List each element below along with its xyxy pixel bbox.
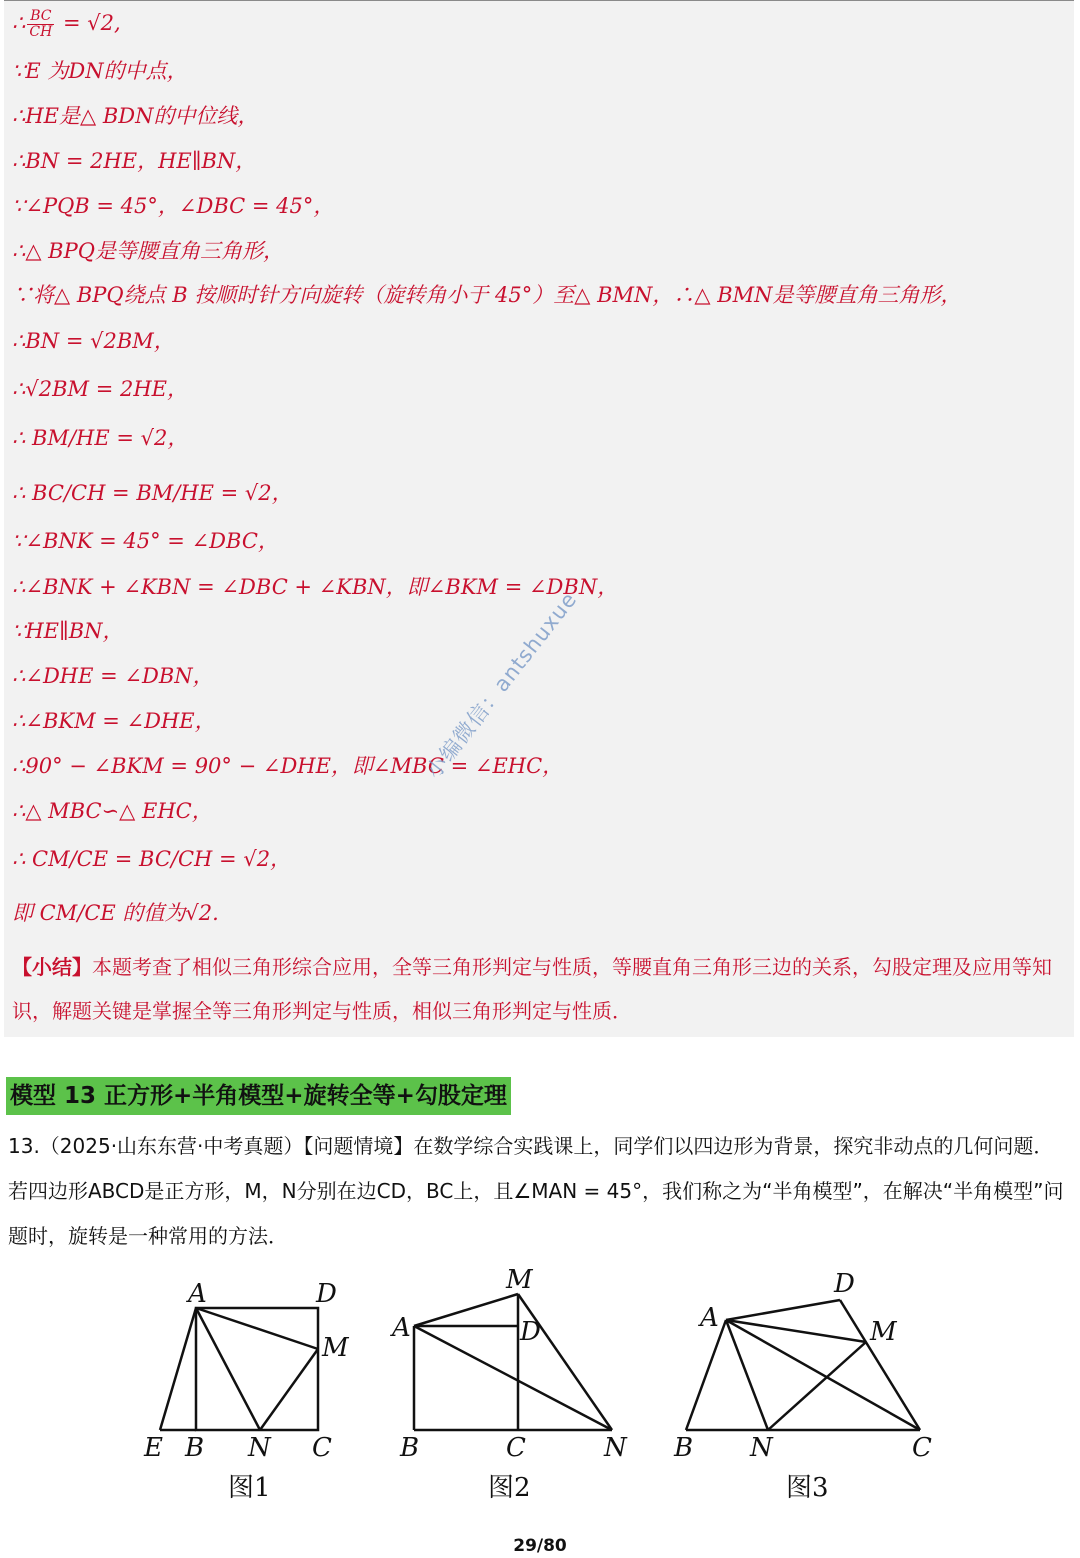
- fig3-label-m: M: [870, 1317, 897, 1347]
- fig2-label-b: B: [400, 1433, 420, 1463]
- fig1-label-m: M: [322, 1333, 349, 1363]
- solution-line: ∴90° − ∠BKM = 90° − ∠DHE，即∠MBC = ∠EHC，: [12, 754, 564, 778]
- fig3-label-b: B: [674, 1433, 694, 1463]
- solution-line: ∴△ BPQ是等腰直角三角形，: [12, 239, 284, 263]
- solution-line: ∴ $\frac{BC}{CH}$ = √2,: [12, 8, 121, 40]
- fig1-label-c: C: [312, 1433, 332, 1463]
- fig3-label-a: A: [700, 1303, 719, 1333]
- problem-statement: 13.（2025·山东东营·中考真题）【问题情境】在数学综合实践课上，同学们以四边形为背景，探究非动点的几何问题．若四边形ABCD是正方形，M，N分别在边CD，BC上，且∠MAN = 45°，我们称之为“半角模型”，在解决“半角模型”问题时，旋转是一种常用的方法．: [8, 1134, 1064, 1248]
- solution-line: ∵HE∥BN，: [12, 619, 124, 643]
- solution-line: ∴∠DHE = ∠DBN，: [12, 664, 214, 688]
- fraction-numerator: BC: [27, 9, 54, 25]
- fig3-label-d: D: [834, 1269, 855, 1299]
- fig2-label-m: M: [506, 1265, 533, 1295]
- solution-panel: [4, 0, 1074, 1037]
- fig1-caption: 图1: [228, 1473, 271, 1503]
- solution-line: ∵将△ BPQ绕点 B 按顺时针方向旋转（旋转角小于 45°）至△ BMN，∴△ BMN是等腰直角三角形，: [12, 283, 962, 307]
- fig1-label-d: D: [316, 1279, 337, 1309]
- solution-line: ∴ BM/HE = √2，: [12, 426, 189, 450]
- solution-line: ∵∠PQB = 45°，∠DBC = 45°，: [12, 194, 335, 218]
- fig3-caption: 图3: [786, 1473, 829, 1503]
- summary-text: 本题考查了相似三角形综合应用，全等三角形判定与性质，等腰直角三角形三边的关系，勾股定理及应用等知识，解题关键是掌握全等三角形判定与性质，相似三角形判定与性质．: [12, 955, 1052, 1023]
- figure-2: [414, 1294, 612, 1430]
- solution-line: ∴BN = √2BM，: [12, 329, 175, 353]
- solution-line: ∴HE是△ BDN的中位线，: [12, 104, 259, 128]
- solution-line: ∴ BC/CH = BM/HE = √2，: [12, 481, 293, 505]
- fig3-label-n: N: [750, 1433, 773, 1463]
- page-number: 29/80: [513, 1536, 567, 1556]
- summary-tag: 【小结】: [12, 955, 92, 979]
- fig2-label-c: C: [506, 1433, 526, 1463]
- fig2-label-n: N: [604, 1433, 627, 1463]
- fig2-label-d: D: [520, 1317, 541, 1347]
- fig1-label-n: N: [248, 1433, 271, 1463]
- fig1-label-b: B: [185, 1433, 205, 1463]
- model-heading: 模型 13 正方形+半角模型+旋转全等+勾股定理: [6, 1077, 511, 1115]
- fig2-caption: 图2: [488, 1473, 531, 1503]
- summary-paragraph: [12, 945, 1074, 1033]
- solution-line: ∵∠BNK = 45° = ∠DBC，: [12, 529, 279, 553]
- fig1-label-a: A: [188, 1279, 207, 1309]
- solution-line: ∴∠BKM = ∠DHE，: [12, 709, 216, 733]
- watermark-text: 小编微信：antshuxue: [421, 587, 582, 784]
- solution-line: ∴△ MBC∽△ EHC，: [12, 799, 213, 823]
- solution-line: ∴BN = 2HE，HE∥BN，: [12, 149, 257, 173]
- solution-text: = √2,: [56, 11, 121, 35]
- figure-1: [160, 1308, 318, 1430]
- fig2-label-a: A: [392, 1313, 411, 1343]
- solution-line: ∴ CM/CE = BC/CH = √2，: [12, 847, 292, 871]
- fraction-denominator: CH: [29, 24, 53, 40]
- solution-line: 即 CM/CE 的值为√2.: [12, 901, 219, 925]
- fig3-label-c: C: [912, 1433, 932, 1463]
- solution-line: ∴√2BM = 2HE，: [12, 377, 188, 401]
- geometry-figures: [0, 1258, 1080, 1518]
- fig1-label-e: E: [144, 1433, 163, 1463]
- solution-line: ∵E 为DN的中点，: [12, 59, 188, 83]
- solution-line: ∴∠BNK + ∠KBN = ∠DBC + ∠KBN，即∠BKM = ∠DBN，: [12, 575, 619, 599]
